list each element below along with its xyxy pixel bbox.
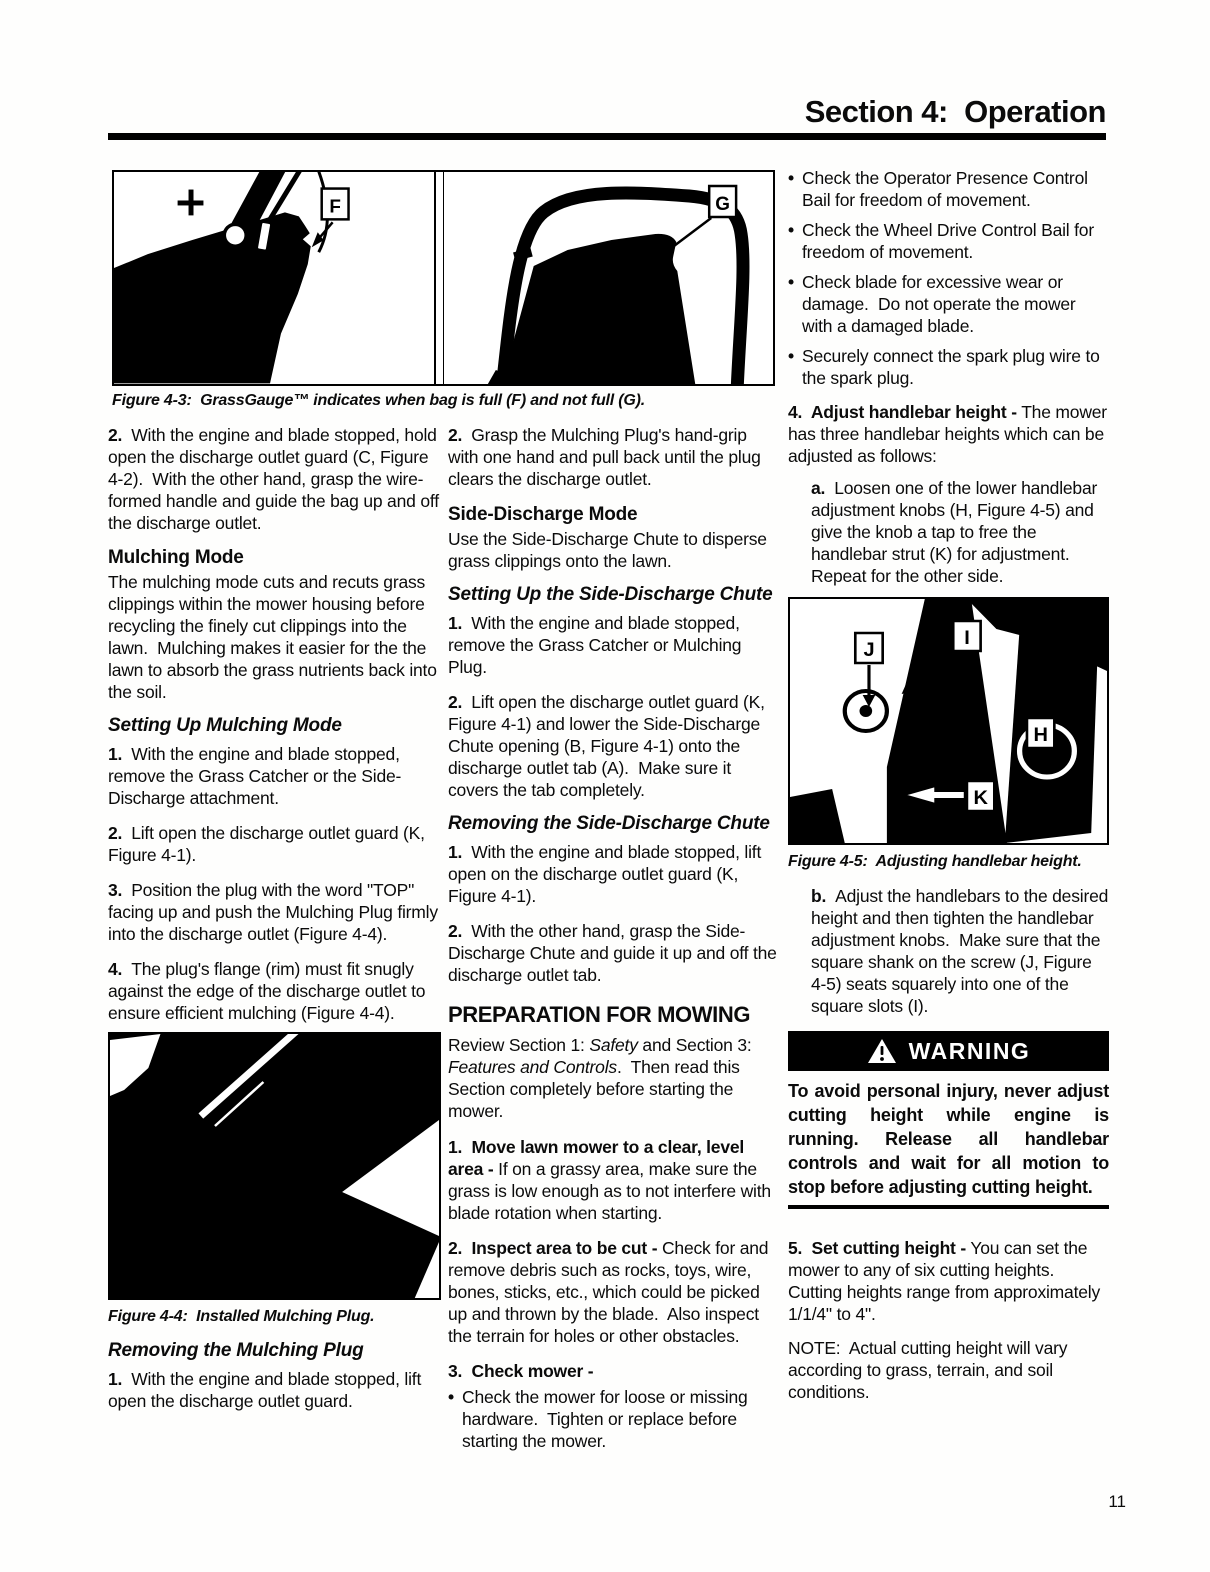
- figure-label-f: F: [329, 196, 341, 218]
- heading-side-discharge-mode: Side-Discharge Mode: [448, 504, 638, 525]
- heading-removing-mulching-plug: Removing the Mulching Plug: [108, 1340, 364, 1361]
- installed-mulching-plug-photo: [110, 1034, 439, 1298]
- bullet-icon: •: [788, 220, 794, 240]
- figure-4-3-divider: [436, 172, 443, 384]
- figure-label-g: G: [715, 193, 731, 216]
- checklist-item: • Check blade for excessive wear or damage. Do not operate the mower with a damaged blade.: [788, 272, 1081, 336]
- figure-4-5-caption: Figure 4-5: Adjusting handlebar height.: [788, 853, 1082, 870]
- step: 2. With the engine and blade stopped, hold open the discharge outlet guard (C, Figure 4-2). With the other hand, grasp the wire-formed handle and guide the bag up and off the discharge outlet.: [108, 425, 444, 533]
- step: 4. The plug's flange (rim) must fit snugly against the edge of the discharge outlet to ensure efficient mulching (Figure 4-4).: [108, 959, 431, 1023]
- figure-label-h: H: [1033, 724, 1048, 746]
- note-paragraph: NOTE: Actual cutting height will vary according to grass, terrain, and soil conditions.: [788, 1338, 1072, 1402]
- checklist-item: • Check the Wheel Drive Control Bail for freedom of movement.: [788, 220, 1099, 262]
- figure-4-5: [788, 597, 1109, 873]
- figure-4-3-photo-empty-bag: [443, 172, 773, 384]
- step: 2. Lift open the discharge outlet guard (K, Figure 4-1) and lower the Side-Discharge Chute opening (B, Figure 4-1) onto the discharge outlet tab (A). Make sure it covers the tab completely.: [448, 692, 770, 800]
- step: 2. Grasp the Mulching Plug's hand-grip with one hand and pull back until the plug clears the discharge outlet.: [448, 425, 766, 489]
- sub-step-a: a. Loosen one of the lower handlebar adjustment knobs (H, Figure 4-5) and give the knob a tap to free the handlebar strut (K) for adjustment. Repeat for the other side.: [811, 478, 1102, 586]
- bullet-icon: •: [788, 272, 794, 292]
- page-number: 11: [1108, 1492, 1126, 1511]
- figure-4-3: [112, 170, 775, 410]
- checklist-item: • Check the Operator Presence Control Bail for freedom of movement.: [788, 168, 1093, 210]
- heading-setting-up-side-discharge-chute: Setting Up the Side-Discharge Chute: [448, 584, 773, 605]
- step: 2. Inspect area to be cut - Check for and remove debris such as rocks, toys, wire, bones, sticks, etc., which could be picked up and thrown by the blade. Also inspect the terrain for holes or other obstacles.: [448, 1238, 774, 1346]
- step: 1. Move lawn mower to a clear, level area - If on a grassy area, make sure the grass is low enough as to not interfere with blade rotation when starting.: [448, 1137, 776, 1223]
- step: 1. With the engine and blade stopped, remove the Grass Catcher or the Side-Discharge attachment.: [108, 744, 405, 808]
- bullet-icon: •: [788, 346, 794, 366]
- figure-4-3-photo-full-bag: [114, 172, 436, 384]
- column-right: [788, 167, 1113, 1419]
- mower-bag-full-photo: [114, 172, 434, 384]
- figure-4-4-caption: Figure 4-4: Installed Mulching Plug.: [108, 1308, 375, 1325]
- step: 3. Position the plug with the word "TOP" facing up and push the Mulching Plug firmly into the discharge outlet (Figure 4-4).: [108, 880, 443, 944]
- warning-title: WARNING: [908, 1038, 1031, 1064]
- figure-label-j: J: [863, 639, 875, 661]
- warning-triangle-icon: [867, 1038, 897, 1064]
- heading-removing-side-discharge-chute: Removing the Side-Discharge Chute: [448, 813, 770, 834]
- mower-bag-not-full-photo: [444, 172, 773, 384]
- heading-setting-up-mulching-mode: Setting Up Mulching Mode: [108, 715, 342, 736]
- step: 2. Lift open the discharge outlet guard (K, Figure 4-1).: [108, 823, 430, 865]
- column-middle: [448, 424, 781, 1460]
- figure-label-k: K: [973, 787, 988, 809]
- step: 1. With the engine and blade stopped, lift open on the discharge outlet guard (K, Figure 4-1).: [448, 842, 766, 906]
- section-title: Section 4: Operation: [804, 94, 1106, 129]
- step: 3. Check mower -: [448, 1361, 594, 1381]
- checklist-item: • Securely connect the spark plug wire to the spark plug.: [788, 346, 1105, 388]
- heading-mulching-mode: Mulching Mode: [108, 547, 244, 568]
- figure-4-3-caption: Figure 4-3: GrassGauge™ indicates when bag is full (F) and not full (G).: [112, 392, 646, 409]
- warning-box: [788, 1031, 1109, 1209]
- step: 4. Adjust handlebar height - The mower has three handlebar heights which can be adjusted as follows:: [788, 402, 1112, 466]
- checklist-item: • Check the mower for loose or missing hardware. Tighten or replace before starting the mower.: [448, 1387, 753, 1451]
- column-left: [108, 424, 444, 1425]
- heading-preparation-for-mowing: PREPARATION FOR MOWING: [448, 1002, 751, 1027]
- paragraph: Use the Side-Discharge Chute to disperse grass clippings onto the lawn.: [448, 529, 772, 571]
- mulching-steps: [108, 743, 441, 1024]
- paragraph: The mulching mode cuts and recuts grass clippings within the mower housing before recycling the finely cut clippings into the lawn. Mulching makes it easier for the the lawn to absorb the grass nutrients back into the soil.: [108, 572, 442, 702]
- bullet-icon: •: [448, 1387, 454, 1407]
- step: 2. With the other hand, grasp the Side-Discharge Chute and guide it up and off the discharge outlet tab.: [448, 921, 782, 985]
- warning-text: To avoid personal injury, never adjust cutting height while engine is running. Release all handlebar controls and wait for all motion to stop before adjusting cutting height.: [788, 1081, 1109, 1197]
- bullet-icon: •: [788, 168, 794, 188]
- step: 1. With the engine and blade stopped, remove the Grass Catcher or Mulching Plug.: [448, 613, 747, 677]
- header-rule: [108, 133, 1106, 140]
- sub-step-b: b. Adjust the handlebars to the desired height and then tighten the handlebar adjustment knobs. Make sure that the square shank on the screw (J, Figure 4-5) seats squarely into one of the square slots (I).: [811, 886, 1113, 1016]
- warning-header: [788, 1031, 1109, 1071]
- step: 1. With the engine and blade stopped, lift open the discharge outlet guard.: [108, 1369, 426, 1411]
- step: 5. Set cutting height - You can set the mower to any of six cutting heights. Cutting heights range from approximately 1/1/4" to 4".: [788, 1238, 1105, 1324]
- figure-label-i: I: [964, 627, 970, 649]
- paragraph: Review Section 1: Safety and Section 3: Features and Controls. Then read this Section completely before starting the mower.: [448, 1035, 757, 1121]
- figure-4-4: [108, 1032, 441, 1328]
- adjusting-handlebar-height-photo: [790, 599, 1107, 843]
